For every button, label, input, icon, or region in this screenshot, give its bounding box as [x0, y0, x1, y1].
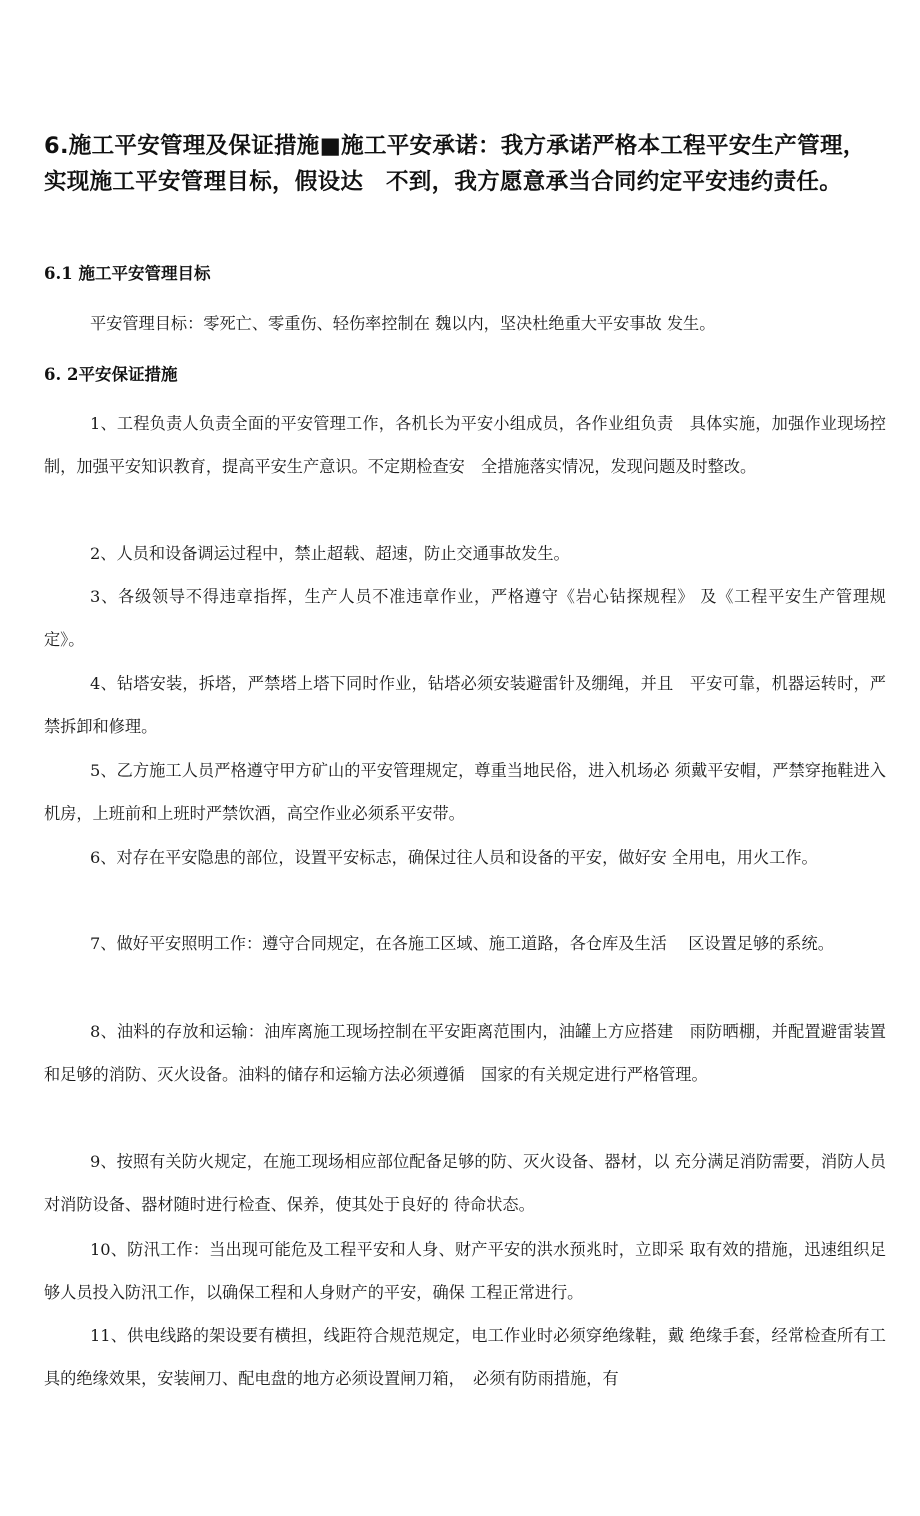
measure-item-11: 11、供电线路的架设要有横担，线距符合规范规定，电工作业时必须穿绝缘鞋，戴 绝缘手套，经常检查所有工具的绝缘效果，安装闸刀、配电盘的地方必须设置闸刀箱， 必须有防雨措施，有	[44, 1326, 886, 1388]
measure-item-9: 9、按照有关防火规定，在施工现场相应部位配备足够的防、灭火设备、器材，以 充分满足消防需要，消防人员对消防设备、器材随时进行检查、保养，使其处于良好的 待命状态。	[44, 1152, 886, 1214]
section-6-1-text: 平安管理目标：零死亡、零重伤、轻伤率控制在 魏以内，坚决杜绝重大平安事故 发生。	[90, 314, 716, 333]
measure-item-6: 6、对存在平安隐患的部位，设置平安标志，确保过往人员和设备的平安，做好安 全用电，用火工作。	[90, 848, 818, 867]
measure-item-5: 5、乙方施工人员严格遵守甲方矿山的平安管理规定，尊重当地民俗，进入机场必 须戴平安帽，严禁穿拖鞋进入机房，上班前和上班时严禁饮酒，高空作业必须系平安带。	[44, 761, 886, 823]
section-6-2-title: 6. 2平安保证措施	[44, 365, 178, 384]
measure-item-4: 4、钻塔安装，拆塔，严禁塔上塔下同时作业，钻塔必须安装避雷针及绷绳，并且 平安可靠，机器运转时，严禁拆卸和修理。	[44, 674, 886, 736]
measure-item-2: 2、人员和设备调运过程中，禁止超载、超速，防止交通事故发生。	[90, 544, 570, 563]
measure-item-10: 10、防汛工作：当出现可能危及工程平安和人身、财产平安的洪水预兆时，立即采 取有效的措施，迅速组织足够人员投入防汛工作，以确保工程和人身财产的平安，确保 工程正常进行。	[44, 1240, 886, 1302]
measure-item-8: 8、油料的存放和运输：油库离施工现场控制在平安距离范围内，油罐上方应搭建 雨防晒棚，并配置避雷装置和足够的消防、灭火设备。油料的储存和运输方法必须遵循 国家的有关规定进行严格管理。	[44, 1022, 886, 1084]
measure-item-7: 7、做好平安照明工作：遵守合同规定，在各施工区域、施工道路，各仓库及生活 区设置足够的系统。	[90, 934, 834, 953]
section-6-1-title: 6.1 施工平安管理目标	[44, 264, 211, 283]
main-heading: 6.施工平安管理及保证措施■施工平安承诺：我方承诺严格本工程平安生产管理，实现施工平安管理目标，假设达 不到，我方愿意承当合同约定平安违约责任。	[44, 133, 866, 195]
measure-item-1: 1、工程负责人负责全面的平安管理工作，各机长为平安小组成员，各作业组负责 具体实施，加强作业现场控制，加强平安知识教育，提高平安生产意识。不定期检查安 全措施落实情况，发现问题及时整改。	[44, 414, 886, 476]
measure-item-3: 3、各级领导不得违章指挥，生产人员不准违章作业，严格遵守《岩心钻探规程》 及《工程平安生产管理规定》。	[44, 587, 886, 649]
